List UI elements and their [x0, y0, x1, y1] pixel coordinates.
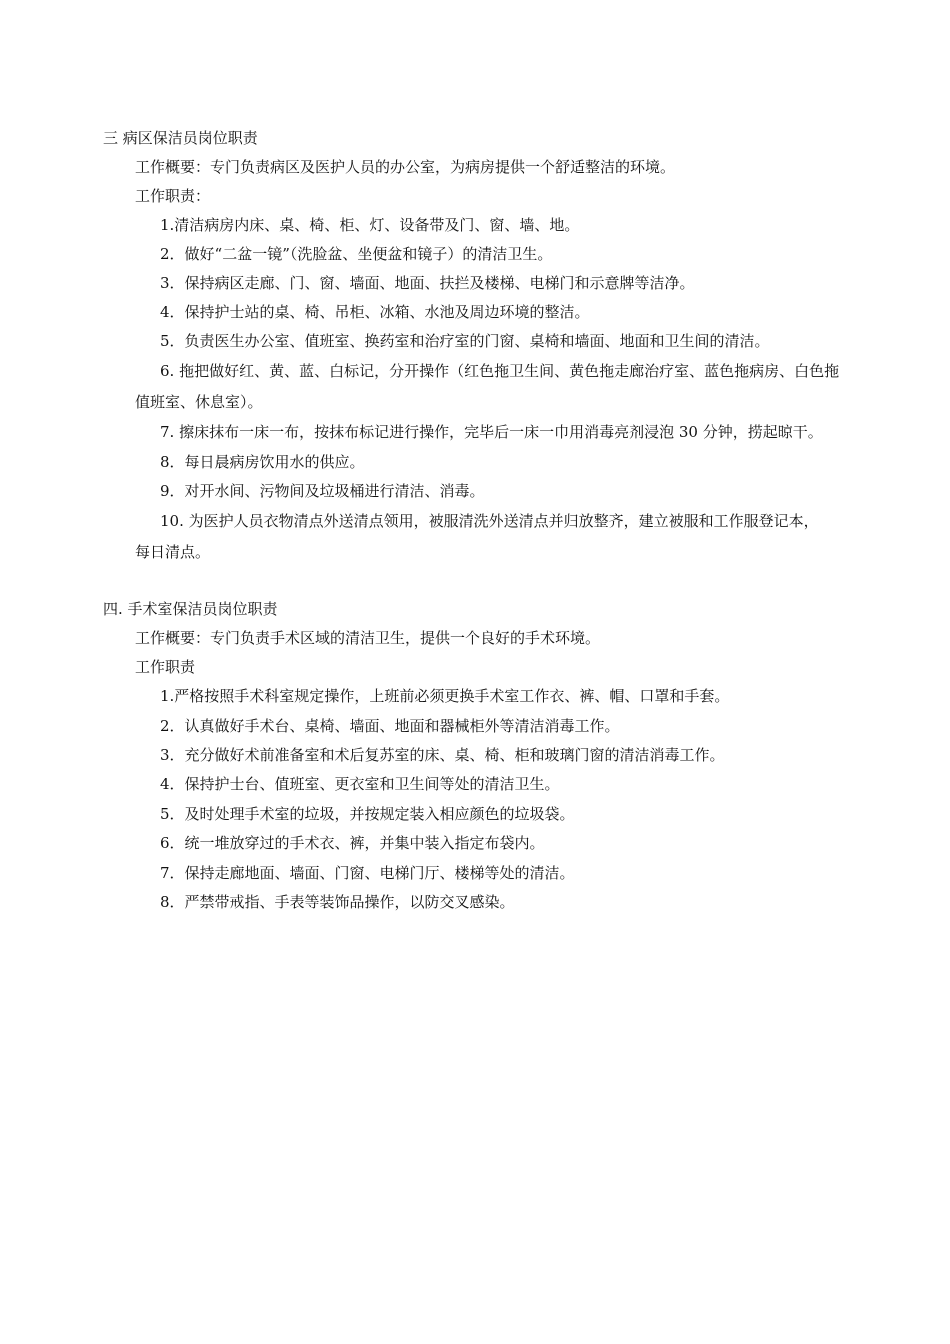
duty-item: 6．统一堆放穿过的手术衣、裤，并集中装入指定布袋内。 [160, 834, 545, 852]
duty-item: 1.严格按照手术科室规定操作，上班前必须更换手术室工作衣、裤、帽、口罩和手套。 [160, 687, 730, 705]
duty-item: 8．每日晨病房饮用水的供应。 [160, 453, 365, 471]
duty-item: 3．保持病区走廊、门、窗、墙面、地面、扶拦及楼梯、电梯门和示意牌等洁净。 [160, 274, 695, 292]
duty-item: 5．负责医生办公室、值班室、换药室和治疗室的门窗、桌椅和墙面、地面和卫生间的清洁。 [160, 332, 770, 350]
duty-item: 9．对开水间、污物间及垃圾桶进行清洁、消毒。 [160, 482, 485, 500]
duty-item-continuation: 值班室、休息室）。 [135, 393, 263, 411]
duty-item: 10. 为医护人员衣物清点外送清点领用，被服清洗外送清点并归放整齐，建立被服和工作服登记本， [160, 512, 819, 530]
duty-item: 3．充分做好术前准备室和术后复苏室的床、桌、椅、柜和玻璃门窗的清洁消毒工作。 [160, 746, 725, 764]
work-overview: 工作概要：专门负责病区及医护人员的办公室，为病房提供一个舒适整洁的环境。 [135, 158, 676, 176]
duty-item: 8．严禁带戒指、手表等装饰品操作，以防交叉感染。 [160, 893, 515, 911]
section-title: 三 病区保洁员岗位职责 [103, 129, 258, 147]
duty-item: 7．保持走廊地面、墙面、门窗、电梯门厅、楼梯等处的清洁。 [160, 864, 575, 882]
duties-label: 工作职责 [135, 658, 196, 676]
duty-item: 4．保持护士台、值班室、更衣室和卫生间等处的清洁卫生。 [160, 775, 560, 793]
duty-item: 1.清洁病房内床、桌、椅、柜、灯、设备带及门、窗、墙、地。 [160, 216, 580, 234]
duty-item: 4．保持护士站的桌、椅、吊柜、冰箱、水池及周边环境的整洁。 [160, 303, 590, 321]
work-overview: 工作概要：专门负责手术区域的清洁卫生，提供一个良好的手术环境。 [135, 629, 601, 647]
duty-item: 7. 擦床抹布一床一布，按抹布标记进行操作，完毕后一床一巾用消毒亮剂浸泡 30 分钟，捞起晾干。 [160, 423, 823, 441]
section-title: 四. 手术室保洁员岗位职责 [103, 600, 278, 618]
duty-item: 2．做好“二盆一镜”（洗脸盆、坐便盆和镜子）的清洁卫生。 [160, 245, 553, 263]
duties-label: 工作职责： [135, 187, 211, 205]
duty-item: 6. 拖把做好红、黄、蓝、白标记，分开操作（红色拖卫生间、黄色拖走廊治疗室、蓝色拖病房、白色拖 [160, 362, 840, 380]
duty-item: 5．及时处理手术室的垃圾，并按规定装入相应颜色的垃圾袋。 [160, 805, 575, 823]
duty-item-continuation: 每日清点。 [135, 543, 211, 561]
duty-item: 2．认真做好手术台、桌椅、墙面、地面和器械柜外等清洁消毒工作。 [160, 717, 620, 735]
